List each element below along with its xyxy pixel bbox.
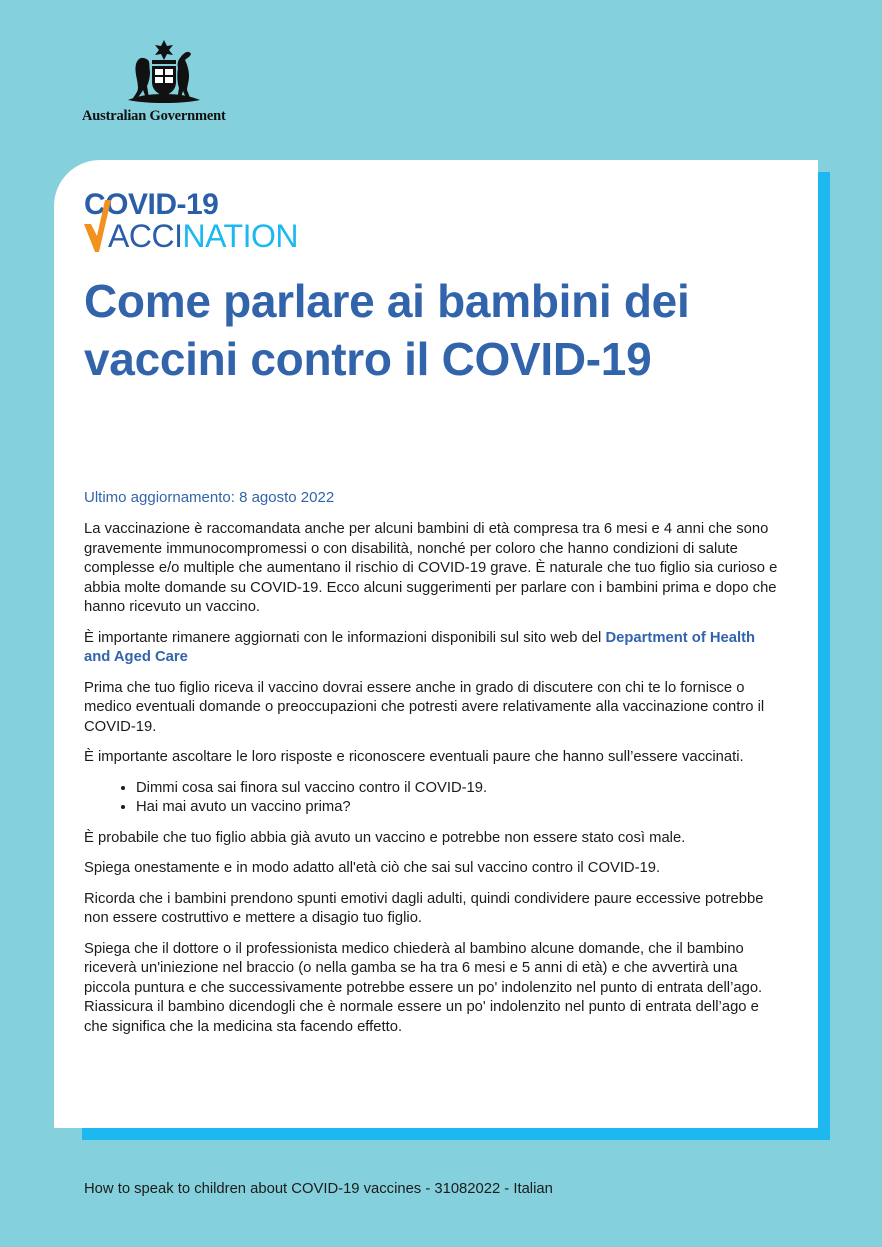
page-title: Come parlare ai bambini dei vaccini contro il COVID-19 bbox=[84, 275, 690, 385]
list-item: • Dimmi cosa sai finora sul vaccino contro il COVID-19. bbox=[136, 779, 784, 799]
explain-honestly-paragraph: Spiega onestamente e in modo adatto all'età ciò che sai sul vaccino contro il COVID-19. bbox=[84, 860, 661, 876]
logo-line-covid19: COVID-19 bbox=[84, 188, 219, 221]
question-list bbox=[84, 779, 784, 818]
list-item: • Hai mai avuto un vaccino prima? bbox=[136, 798, 784, 818]
stay-updated-text: È importante rimanere aggiornati con le informazioni disponibili sul sito web del bbox=[84, 629, 606, 646]
logo-line-vaccination bbox=[84, 218, 298, 254]
last-updated-date: Ultimo aggiornamento: 8 agosto 2022 bbox=[84, 489, 335, 506]
stay-updated-paragraph bbox=[84, 629, 784, 668]
document-footer: How to speak to children about COVID-19 vaccines - 31082022 - Italian bbox=[84, 1181, 553, 1197]
logo-vaccination-rest: NATION bbox=[182, 218, 298, 254]
content-card bbox=[54, 160, 818, 1128]
listen-paragraph: È importante ascoltare le loro risposte e riconoscere eventuali paure che hanno sull’essere vaccinati. bbox=[84, 749, 744, 765]
previous-vaccine-paragraph: È probabile che tuo figlio abbia già avuto un vaccino e potrebbe non essere stato così male. bbox=[84, 829, 686, 846]
discuss-provider-paragraph: Prima che tuo figlio riceva il vaccino dovrai essere anche in grado di discutere con chi te lo fornisce o medico eventuali domande o preoccupazioni che potresti avere relativamente alla vaccinazione contro il COVID-19. bbox=[84, 679, 765, 735]
intro-paragraph: La vaccinazione è raccomandata anche per alcuni bambini di età compresa tra 6 mesi e 4 anni che sono gravemente immunocompromessi o con disabilità, nonché per coloro che hanno condizioni di salute complesse e/o multiple che aumentano il rischio di COVID-19 grave. È naturale che tuo figlio sia curioso e abbia molte domande su COVID-19. Ecco alcuni suggerimenti per parlare con i bambini prima e dopo che hanno ricevuto un vaccino. bbox=[84, 521, 778, 615]
department-health-link[interactable]: Department of Health and Aged Care bbox=[84, 629, 756, 665]
emotional-cues-paragraph: Ricorda che i bambini prendono spunti emotivi dagli adulti, quindi condividere paure eccessive potrebbe non essere costruttivo e mettere a disagio tuo figlio. bbox=[84, 890, 764, 926]
body-content bbox=[84, 520, 784, 1048]
government-name: Australian Government bbox=[82, 108, 226, 124]
injection-explanation-paragraph: Spiega che il dottore o il professionista medico chiederà al bambino alcune domande, che il bambino riceverà un'iniezione nel braccio (o nella gamba se ha tra 6 mesi e 5 anni di età) e che avvertirà una piccola puntura e che successivamente potrebbe essere un po' indolenzito nel punto di entrata dell’ago. Riassicura il bambino dicendogli che è normale essere un po' indolenzito nel punto di entrata dell’ago e che significa che la medicina sta facendo effetto. bbox=[84, 940, 763, 1035]
logo-vaccination-accent: ACCI bbox=[108, 218, 183, 254]
australian-coat-of-arms-icon bbox=[118, 38, 210, 104]
government-crest bbox=[82, 38, 248, 128]
covid19-vaccination-logo bbox=[84, 188, 334, 254]
